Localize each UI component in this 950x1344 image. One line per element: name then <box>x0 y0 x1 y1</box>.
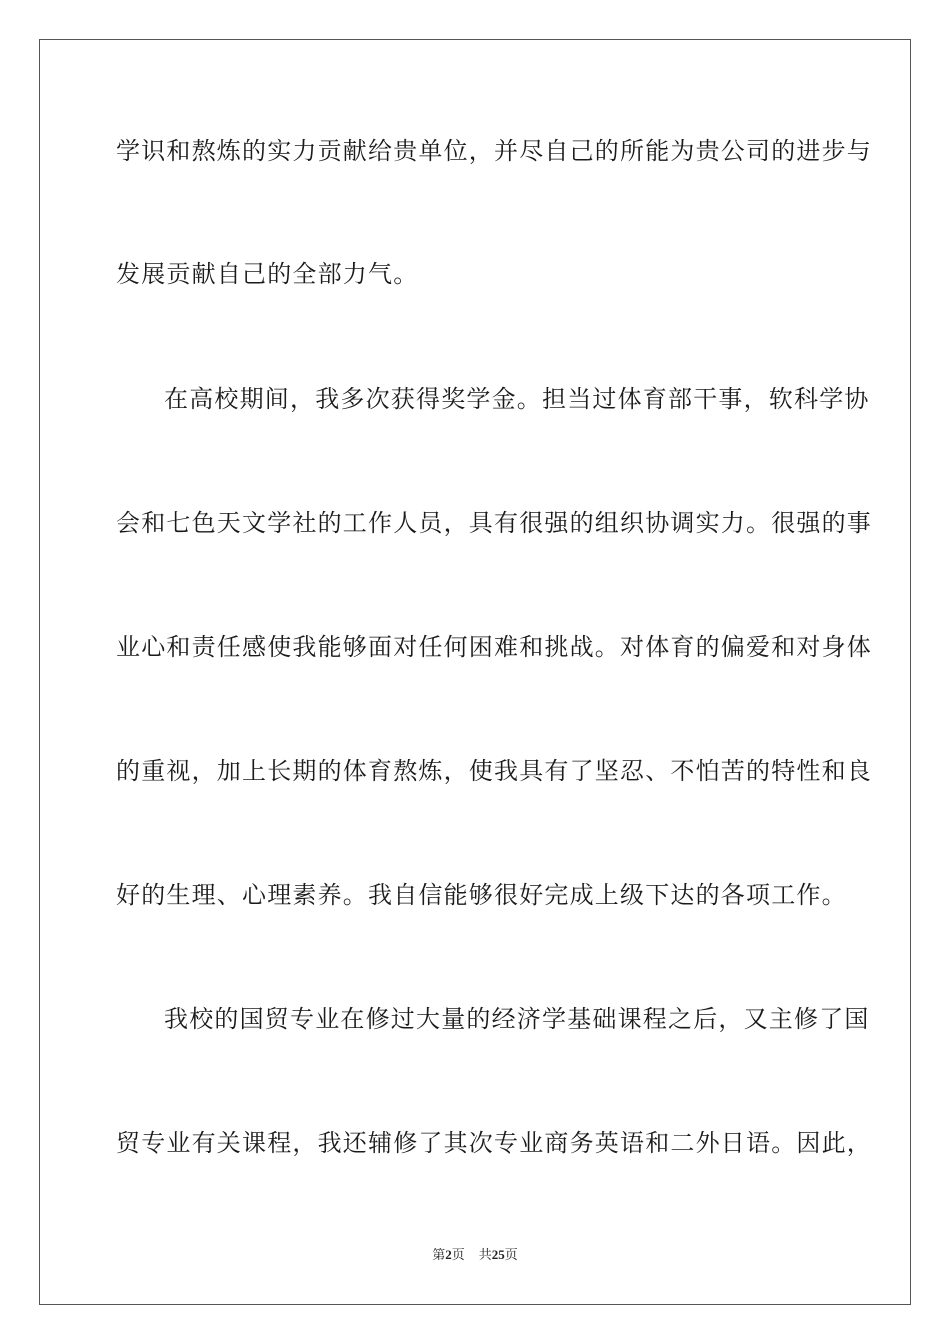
footer-total-prefix: 共 <box>478 1248 492 1263</box>
body-line-8-paragraph-start: 我校的国贸专业在修过大量的经济学基础课程之后，又主修了国 <box>164 1005 870 1033</box>
body-line-9: 贸专业有关课程，我还辅修了其次专业商务英语和二外日语。因此， <box>116 1129 872 1157</box>
body-line-1: 学识和熬炼的实力贡献给贵单位，并尽自己的所能为贵公司的进步与 <box>116 137 872 165</box>
body-line-3-paragraph-start: 在高校期间，我多次获得奖学金。担当过体育部干事，软科学协 <box>164 385 870 413</box>
footer-total-suffix: 页 <box>504 1248 518 1263</box>
footer-page-prefix: 第 <box>432 1248 446 1263</box>
body-line-6: 的重视，加上长期的体育熬炼，使我具有了坚忍、不怕苦的特性和良 <box>116 757 872 785</box>
body-line-7: 好的生理、心理素养。我自信能够很好完成上级下达的各项工作。 <box>116 881 847 909</box>
footer-page-suffix: 页 <box>451 1248 465 1263</box>
page-footer <box>0 1247 950 1264</box>
page-border <box>39 39 911 1305</box>
footer-page-number: 2 <box>445 1247 452 1262</box>
body-line-5: 业心和责任感使我能够面对任何困难和挑战。对体育的偏爱和对身体 <box>116 633 872 661</box>
footer-total-pages: 25 <box>491 1247 505 1262</box>
body-line-4: 会和七色天文学社的工作人员，具有很强的组织协调实力。很强的事 <box>116 509 872 537</box>
body-line-2: 发展贡献自己的全部力气。 <box>116 260 419 288</box>
